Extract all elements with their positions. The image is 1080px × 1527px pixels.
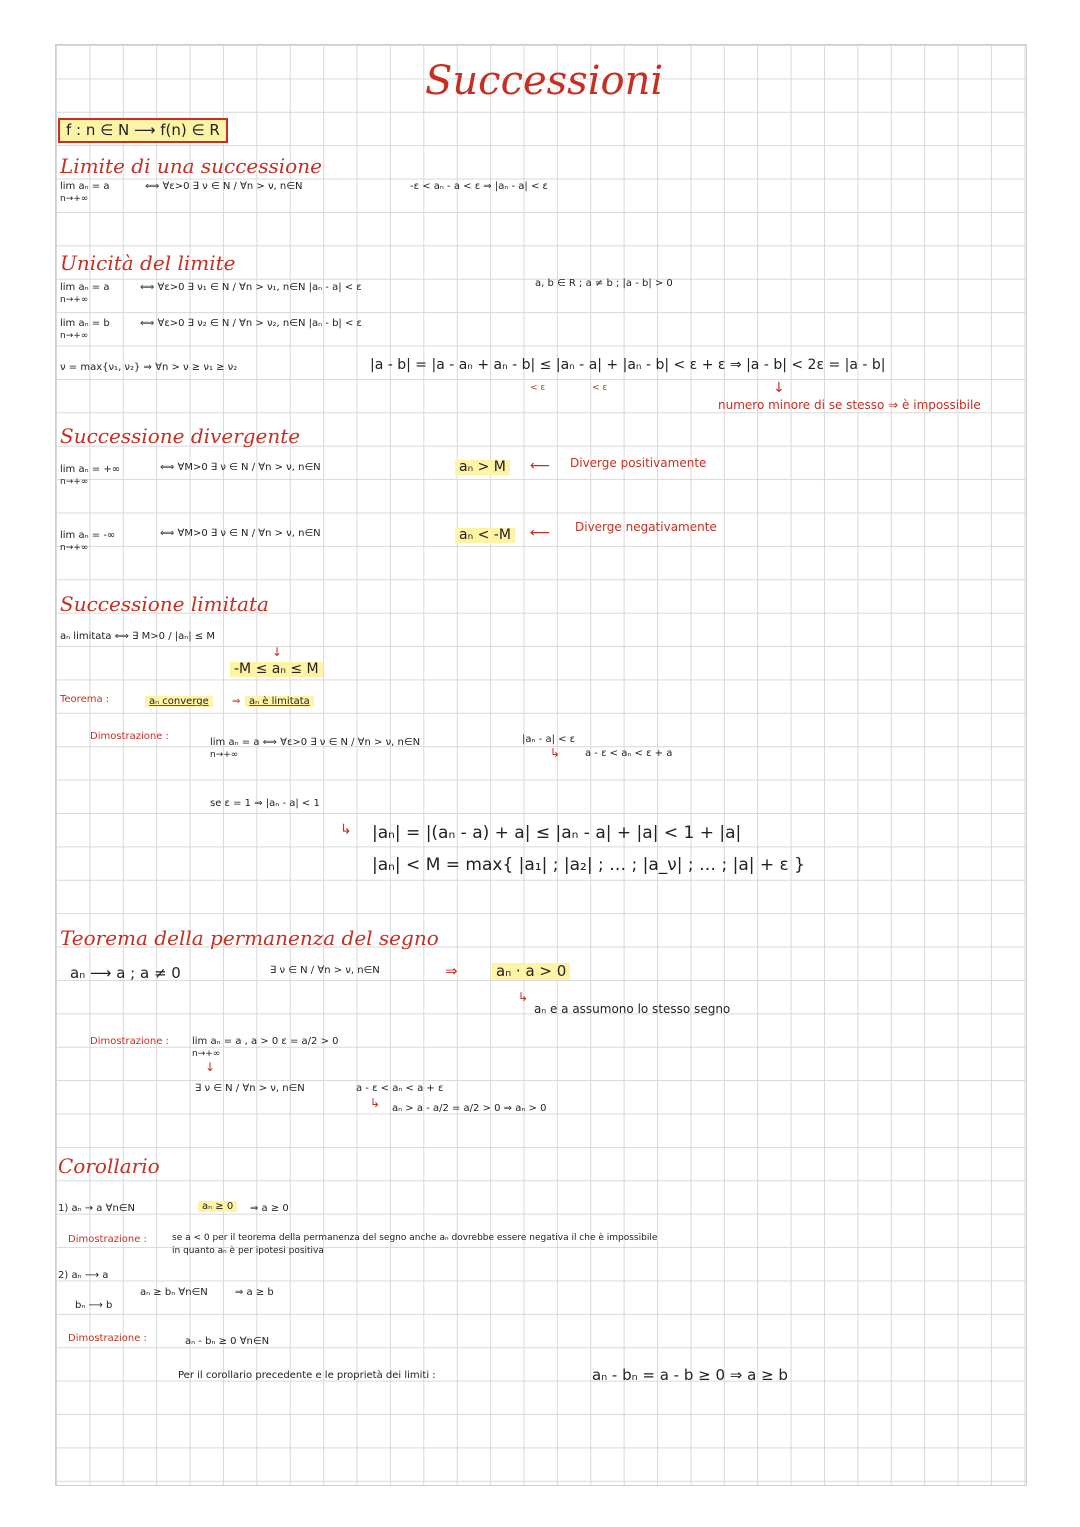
- corollario-2-a: 2) aₙ ⟶ a: [58, 1270, 109, 1281]
- teorema-premise: aₙ converge: [145, 696, 213, 707]
- limitata-def: aₙ limitata ⟺ ∃ M>0 / |aₙ| ≤ M: [60, 631, 215, 642]
- limit-definition: ⟺ ∀ε>0 ∃ ν ∈ N / ∀n > ν, n∈N: [145, 181, 303, 192]
- unicita-stmt-a: ⟺ ∀ε>0 ∃ ν₁ ∈ N / ∀n > ν₁, n∈N |aₙ - a| < ε: [140, 282, 362, 293]
- turn-arrow-icon: ↳: [518, 990, 529, 1004]
- div-pos-highlight: aₙ > M: [455, 460, 510, 475]
- unicita-sub-b: n→+∞: [60, 331, 89, 341]
- corollario-1-highlight: aₙ ≥ 0: [198, 1201, 237, 1212]
- dimostrazione-label: Dimostrazione :: [68, 1234, 147, 1245]
- div-neg-lim: lim aₙ = -∞: [60, 530, 116, 541]
- limitata-dim-1: lim aₙ = a ⟺ ∀ε>0 ∃ ν ∈ N / ∀n > ν, n∈N: [210, 737, 421, 748]
- unicita-stmt-b: ⟺ ∀ε>0 ∃ ν₂ ∈ N / ∀n > ν₂, n∈N |aₙ - b| < ε: [140, 318, 362, 329]
- page-title: Successioni: [425, 58, 664, 104]
- dimostrazione-label: Dimostrazione :: [90, 1036, 169, 1047]
- limitata-dim-4: |aₙ| < M = max{ |a₁| ; |a₂| ; … ; |a_ν| ; … ; |a| + ε }: [372, 855, 805, 875]
- permanenza-dim-2-r: a - ε < aₙ < a + ε: [356, 1083, 444, 1094]
- lim-expression: lim aₙ = a: [60, 181, 110, 192]
- div-pos-sub: n→+∞: [60, 477, 89, 487]
- down-arrow-icon: ↓: [272, 645, 283, 659]
- unicita-lim-b: lim aₙ = b: [60, 318, 110, 329]
- corollario-1-result: ⇒ a ≥ 0: [250, 1203, 289, 1214]
- dimostrazione-label: Dimostrazione :: [68, 1333, 147, 1344]
- heading-corollario: Corollario: [58, 1154, 160, 1178]
- teorema-implies: ⇒: [232, 696, 241, 707]
- div-neg-note: Diverge negativamente: [575, 520, 717, 534]
- permanenza-note: aₙ e a assumono lo stesso segno: [534, 1002, 731, 1016]
- limitata-dim-3: |aₙ| = |(aₙ - a) + a| ≤ |aₙ - a| + |a| < 1 + |a|: [372, 823, 742, 843]
- dimostrazione-label: Dimostrazione :: [90, 731, 169, 742]
- teorema-conclusion: aₙ è limitata: [245, 696, 314, 707]
- div-neg-sub: n→+∞: [60, 543, 89, 553]
- limitata-bound: -M ≤ aₙ ≤ M: [230, 662, 323, 677]
- turn-arrow-icon: ↳: [370, 1096, 381, 1110]
- div-pos-lim: lim aₙ = +∞: [60, 464, 121, 475]
- nu-max: ν = max{ν₁, ν₂} ⇒ ∀n > ν ≥ ν₁ ≥ ν₂: [60, 362, 238, 373]
- corollario-1: 1) aₙ → a ∀n∈N: [58, 1203, 135, 1214]
- div-pos-note: Diverge positivamente: [570, 456, 707, 470]
- turn-arrow-icon: ↳: [340, 822, 352, 838]
- corollario-1-dim-2: in quanto aₙ è per ipotesi positiva: [172, 1246, 324, 1256]
- heading-limite: Limite di una successione: [60, 154, 322, 178]
- corollario-2-dim-3: aₙ - bₙ = a - b ≥ 0 ⇒ a ≥ b: [592, 1366, 788, 1384]
- corollario-2-b: bₙ ⟶ b: [75, 1300, 113, 1311]
- lim-subscript: n→+∞: [60, 194, 89, 204]
- heading-divergente: Successione divergente: [60, 424, 301, 448]
- unicita-sub-a: n→+∞: [60, 295, 89, 305]
- permanenza-implies: ⇒: [445, 962, 458, 980]
- permanenza-highlight: aₙ · a > 0: [492, 963, 570, 980]
- heading-unicita: Unicità del limite: [60, 251, 236, 275]
- permanenza-dim-3: aₙ > a - a/2 = a/2 > 0 ⇒ aₙ > 0: [392, 1103, 547, 1114]
- limitata-dim-1-sub: n→+∞: [210, 750, 239, 760]
- unicita-lim-a: lim aₙ = a: [60, 282, 110, 293]
- down-arrow-icon: ↓: [773, 380, 785, 396]
- less-than-eps-2: < ε: [592, 383, 608, 393]
- less-than-eps-1: < ε: [530, 383, 546, 393]
- corollario-2-dim-2: Per il corollario precedente e le proprietà dei limiti :: [178, 1370, 436, 1381]
- corollario-1-dim: se a < 0 per il teorema della permanenza del segno anche aₙ dovrebbe essere negativa il che è impossibile: [172, 1233, 658, 1243]
- absurd-note: numero minore di se stesso ⇒ è impossibile: [718, 398, 981, 412]
- function-definition: f : n ∈ N ⟶ f(n) ∈ R: [58, 118, 228, 143]
- limit-inequality: -ε < aₙ - a < ε ⇒ |aₙ - a| < ε: [410, 181, 548, 192]
- div-pos-stmt: ⟺ ∀M>0 ∃ ν ∈ N / ∀n > ν, n∈N: [160, 462, 321, 473]
- down-arrow-icon: ↓: [205, 1060, 216, 1074]
- left-arrow-icon: ⟵: [530, 458, 551, 474]
- turn-arrow-icon: ↳: [550, 746, 561, 760]
- limitata-dim-2: se ε = 1 ⇒ |aₙ - a| < 1: [210, 798, 320, 809]
- permanenza-dim-1-sub: n→+∞: [192, 1049, 221, 1059]
- corollario-2-stmt: aₙ ≥ bₙ ∀n∈N: [140, 1287, 208, 1298]
- triangle-inequality-chain: |a - b| = |a - aₙ + aₙ - b| ≤ |aₙ - a| + |aₙ - b| < ε + ε ⇒ |a - b| < 2ε = |a - b|: [370, 357, 886, 373]
- heading-permanenza: Teorema della permanenza del segno: [60, 926, 439, 950]
- div-neg-highlight: aₙ < -M: [455, 528, 515, 543]
- teorema-label: Teorema :: [60, 694, 110, 705]
- limitata-dim-1-r: |aₙ - a| < ε: [522, 734, 576, 745]
- limitata-dim-1-r2: a - ε < aₙ < ε + a: [585, 748, 673, 759]
- div-neg-stmt: ⟺ ∀M>0 ∃ ν ∈ N / ∀n > ν, n∈N: [160, 528, 321, 539]
- permanenza-dim-2: ∃ ν ∈ N / ∀n > ν, n∈N: [195, 1083, 305, 1094]
- permanenza-dim-1: lim aₙ = a , a > 0 ε = a/2 > 0: [192, 1036, 339, 1047]
- left-arrow-icon: ⟵: [530, 525, 551, 541]
- corollario-2-dim: aₙ - bₙ ≥ 0 ∀n∈N: [185, 1336, 270, 1347]
- permanenza-hypothesis: aₙ ⟶ a ; a ≠ 0: [70, 964, 181, 982]
- corollario-2-result: ⇒ a ≥ b: [235, 1287, 274, 1298]
- heading-limitata: Successione limitata: [60, 592, 269, 616]
- unicita-hypothesis: a, b ∈ R ; a ≠ b ; |a - b| > 0: [535, 278, 673, 289]
- permanenza-statement: ∃ ν ∈ N / ∀n > ν, n∈N: [270, 965, 380, 976]
